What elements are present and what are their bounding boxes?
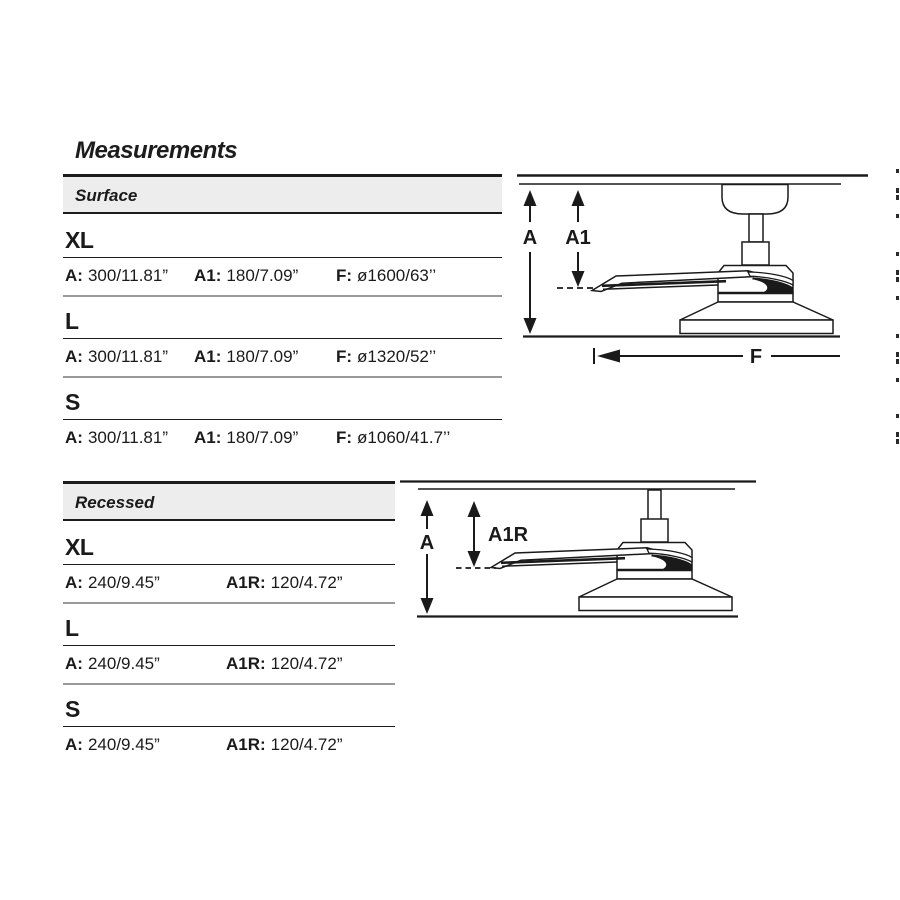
size-label-l: L	[63, 297, 502, 339]
downrod	[749, 214, 763, 242]
recessed-table-header: Recessed	[63, 484, 395, 521]
spec-f	[336, 347, 436, 367]
spec-a1-value: 180/7.09”	[226, 266, 299, 285]
dimension-label-a1: A1	[565, 227, 591, 249]
spec-a1-value: 180/7.09”	[226, 428, 299, 447]
spec-a	[65, 573, 226, 593]
dimension-arrow-a	[524, 190, 537, 334]
spec-f-label: F:	[336, 266, 353, 285]
spec-row-surface-s	[63, 420, 502, 457]
spec-a-label: A:	[65, 347, 83, 366]
spec-a1	[194, 347, 336, 367]
dimension-label-a1r: A1R	[488, 524, 529, 546]
spec-a1r-label: A1R:	[226, 654, 266, 673]
spec-f-label: F:	[336, 428, 353, 447]
diameter-label-f: F	[749, 346, 763, 368]
spec-a-value: 240/9.45”	[87, 735, 160, 754]
spec-a-label: A:	[65, 735, 83, 754]
spec-a1r-value: 120/4.72”	[270, 735, 343, 754]
spec-a1r	[226, 654, 343, 674]
recessed-table	[63, 481, 395, 764]
spec-a-value: 300/11.81”	[87, 347, 168, 366]
spec-f-value: ø1600/63’’	[357, 266, 437, 285]
recessed-mount-diagram	[395, 477, 760, 622]
spec-a-value: 240/9.45”	[87, 654, 160, 673]
size-label-xl: XL	[63, 521, 395, 565]
dimension-label-a: A	[522, 227, 538, 249]
spec-a1-label: A1:	[194, 347, 222, 366]
spec-row-recessed-s	[63, 727, 395, 764]
spec-a1r-value: 120/4.72”	[270, 654, 343, 673]
dimension-arrow-a	[421, 500, 434, 614]
downrod	[648, 490, 661, 520]
surface-mount-diagram	[515, 168, 880, 370]
spec-row-recessed-l	[63, 646, 395, 685]
size-label-s: S	[63, 378, 502, 420]
spec-a1r-label: A1R:	[226, 735, 266, 754]
spec-a1r-value: 120/4.72”	[270, 573, 343, 592]
spec-a	[65, 347, 194, 367]
spec-row-surface-xl	[63, 258, 502, 297]
canopy-dome	[722, 185, 788, 215]
surface-table	[63, 174, 502, 457]
size-label-xl: XL	[63, 214, 502, 258]
dimension-arrow-a1r	[468, 501, 481, 567]
spec-a-label: A:	[65, 428, 83, 447]
spec-f	[336, 266, 436, 286]
spec-row-surface-l	[63, 339, 502, 378]
spec-a1r-label: A1R:	[226, 573, 266, 592]
spec-a-value: 300/11.81”	[87, 428, 168, 447]
size-label-s: S	[63, 685, 395, 727]
diameter-arrow-f	[594, 348, 840, 364]
spec-a-label: A:	[65, 266, 83, 285]
spec-a	[65, 735, 226, 755]
spec-a-label: A:	[65, 573, 83, 592]
spec-a1	[194, 266, 336, 286]
spec-a	[65, 266, 194, 286]
spec-f-label: F:	[336, 347, 353, 366]
spec-a-label: A:	[65, 654, 83, 673]
surface-table-header: Surface	[63, 177, 502, 214]
spec-a1r	[226, 735, 343, 755]
page-title: Measurements	[75, 137, 238, 164]
spec-a1r	[226, 573, 343, 593]
spec-a1-value: 180/7.09”	[226, 347, 299, 366]
size-label-l: L	[63, 604, 395, 646]
spec-a1-label: A1:	[194, 428, 222, 447]
spec-f-value: ø1060/41.7’’	[357, 428, 451, 447]
spec-a-value: 240/9.45”	[87, 573, 160, 592]
spec-a	[65, 654, 226, 674]
fan-drawing	[592, 242, 833, 334]
spec-a-value: 300/11.81”	[87, 266, 168, 285]
spec-a1	[194, 428, 336, 448]
spec-f-value: ø1320/52’’	[357, 347, 437, 366]
spec-a	[65, 428, 194, 448]
spec-f	[336, 428, 450, 448]
spec-row-recessed-xl	[63, 565, 395, 604]
spec-a1-label: A1:	[194, 266, 222, 285]
dimension-label-a: A	[419, 532, 435, 554]
